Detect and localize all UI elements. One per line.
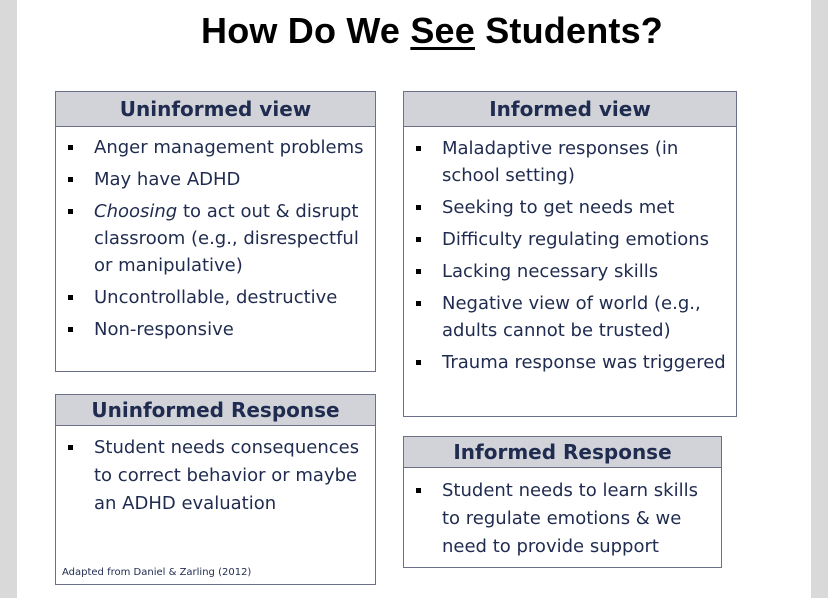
uninformed-response-header: Uninformed Response bbox=[55, 394, 376, 426]
list-item: Student needs to learn skills to regulate emotions & we need to provide support bbox=[404, 477, 711, 561]
title-emphasis: See bbox=[410, 10, 475, 51]
informed-response-header: Informed Response bbox=[403, 436, 722, 468]
uninformed-view-box bbox=[55, 126, 376, 372]
citation: Adapted from Daniel & Zarling (2012) bbox=[62, 567, 252, 578]
list-item: Maladaptive responses (in school setting) bbox=[404, 135, 728, 189]
list-item: Seeking to get needs met bbox=[404, 194, 728, 221]
list-item: Uncontrollable, destructive bbox=[56, 284, 369, 311]
uninformed-response-box bbox=[55, 425, 376, 585]
slide-title: How Do We See Students? bbox=[201, 10, 663, 51]
list-item: Choosing to act out & disrupt classroom (e.g., disrespectful or manipulative) bbox=[56, 198, 369, 279]
list-item: Anger management problems bbox=[56, 134, 369, 161]
list-item: Difficulty regulating emotions bbox=[404, 226, 728, 253]
uninformed-view-header: Uninformed view bbox=[55, 91, 376, 127]
list-item: May have ADHD bbox=[56, 166, 369, 193]
list-item: Student needs consequences to correct behavior or maybe an ADHD evaluation bbox=[56, 434, 367, 518]
list-item: Negative view of world (e.g., adults cannot be trusted) bbox=[404, 290, 728, 344]
list-item: Lacking necessary skills bbox=[404, 258, 728, 285]
list-item: Non-responsive bbox=[56, 316, 369, 343]
informed-view-header: Informed view bbox=[403, 91, 737, 127]
informed-view-box bbox=[403, 126, 737, 417]
list-item: Trauma response was triggered bbox=[404, 349, 728, 376]
informed-response-box bbox=[403, 467, 722, 568]
